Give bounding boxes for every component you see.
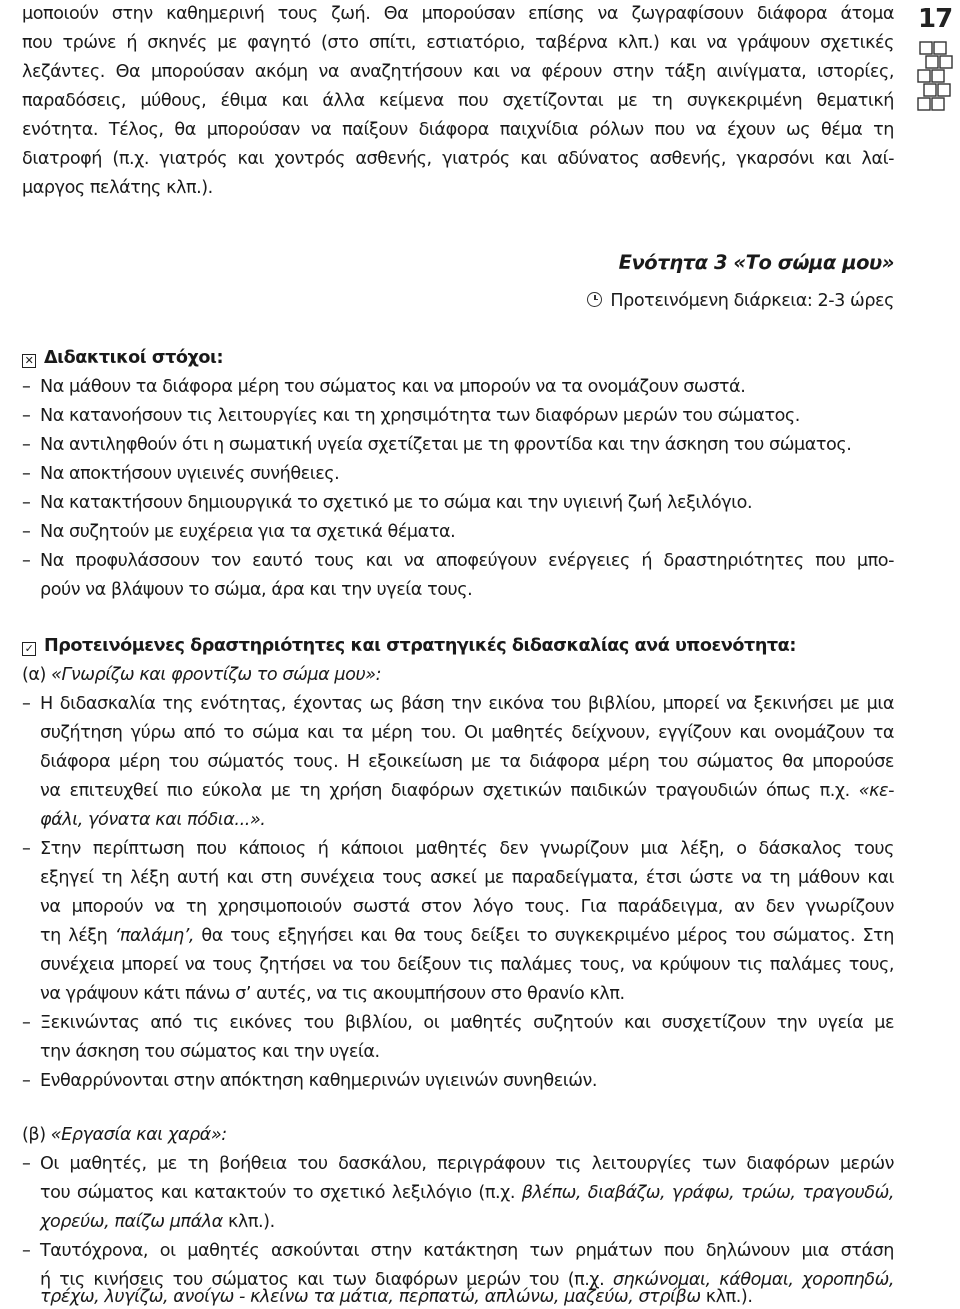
a-line: διάφορα μέρη του σώματός τους. Η εξοικείωση με τα διάφορα μέρη του σώματος θα μπορούσε [40,752,894,772]
objective-text: Να κατακτήσουν δημιουργικά το σχετικό με το σώμα και την υγιεινή ζωή λεξιλόγιο. [40,493,753,513]
a-line: συνέχεια μπορεί να τους ζητήσει να του δείξουν τις παλάμες τους, να κρύψουν τις παλάμες τους, [40,955,894,975]
duration-row [22,287,894,316]
b-text: Ταυτόχρονα, οι μαθητές ασκούνται στην κατάκτηση των ρημάτων που δηλώνουν μια στάση [40,1241,894,1261]
objective-item-cont: ρούν να βλάψουν το σώμα, άρα και την υγεία τους. [40,580,473,600]
b-text-italic: τρέχω, λυγίζω, ανοίγω - κλείνω τα μάτια, περπατώ, απλώνω, μαζεύω, στρίβω [40,1287,701,1307]
dash-bullet: – [22,522,31,542]
page-number: 17 [918,4,953,34]
objective-text: Να αντιληφθούν ότι η σωματική υγεία σχετίζεται με τη φροντίδα και την άσκηση του σώματος. [40,435,852,455]
a-line: φάλι, γόνατα και πόδια...». [40,810,266,830]
dash-bullet: – [22,1154,31,1174]
b-text: ή τις κινήσεις του σώματος και των διαφόρων μερών του (π.χ. [40,1270,613,1290]
dash-bullet: – [22,464,31,484]
activities-heading-row [22,632,894,661]
dash-bullet: – [22,839,31,859]
a-line [22,922,894,951]
subsection-a-title [22,661,894,690]
dash-bullet: – [22,377,31,397]
a-line: εξηγεί τη λέξη αυτή και στη συνέχεια τους ασκεί με παραδείγματα, έτσι ώστε να τη μάθουν και [40,868,894,888]
b-text-italic: σηκώνομαι, κάθομαι, χοροπηδώ, [612,1270,894,1290]
dash-bullet: – [22,694,31,714]
clock-icon [587,292,602,307]
x-box-icon: ✕ [22,354,36,368]
sub-a-title: «Γνωρίζω και φροντίζω το σώμα μου»: [51,665,382,685]
a-line: να γράψουν κάτι πάνω σ’ αυτές, να τις ακουμπήσουν στο θρανίο κλπ. [40,984,625,1004]
a-item [22,835,894,864]
check-box-icon: ✓ [22,642,36,656]
intro-line: ενότητα. Τέλος, θα μπορούσαν να παίξουν διάφορα παιχνίδια ρόλων που να έχουν ως θέμα τη [22,120,894,140]
objective-text: Να κατανοήσουν τις λειτουργίες και τη χρησιμότητα των διαφόρων μερών του σώματος. [40,406,800,426]
b-text: κλπ.). [222,1212,275,1232]
objective-item [22,518,894,547]
a-text-italic: «κε- [858,781,894,801]
b-text-italic: χορεύω, παίζω μπάλα [40,1212,223,1232]
intro-line: παραδόσεις, μύθους, έθιμα και άλλα κείμενα που σχετίζονται με τη συγκεκριμένη θεματική [22,91,894,111]
section-title: Ενότητα 3 «Το σώμα μου» [618,251,894,274]
objective-item [22,431,894,460]
dash-bullet: – [22,1241,31,1261]
objective-text: Να προφυλάσσουν τον εαυτό τους και να αποφεύγουν ενέργειες ή δραστηριότητες που μπο- [40,551,894,571]
a-item [22,1067,894,1096]
a-text: Στην περίπτωση που κάποιος ή κάποιοι μαθητές δεν γνωρίζουν μια λέξη, ο δάσκαλος τους [40,839,894,859]
a-text: θα τους εξηγήσει και θα τους δείξει το συγκεκριμένο μέρος του σώματος. Στη [194,926,894,946]
intro-line: διατροφή (π.χ. γιατρός και χοντρός ασθενής, γιατρός και αδύνατος ασθενής, γκαρσόνι και λαί- [22,149,894,169]
objectives-heading-row [22,344,894,373]
b-item [22,1237,894,1266]
b-text: Οι μαθητές, με τη βοήθεια του δασκάλου, περιγράφουν τις λειτουργίες των διαφόρων μερών [40,1154,894,1174]
b-line [22,1208,894,1237]
b-text: κλπ.). [700,1287,753,1307]
b-text: του σώματος και κατακτούν το σχετικό λεξιλόγιο (π.χ. [40,1183,522,1203]
activities-heading: Προτεινόμενες δραστηριότητες και στρατηγικές διδασκαλίας ανά υποενότητα: [44,636,796,656]
a-text: τη λέξη [40,926,115,946]
intro-line: μαργος πελάτης κλπ.). [22,178,213,198]
a-item [22,1009,894,1038]
a-text: Ξεκινώντας από τις εικόνες του βιβλίου, οι μαθητές συζητούν και συσχετίζουν την υγεία με [40,1013,894,1033]
dash-bullet: – [22,1071,31,1091]
objectives-heading: Διδακτικοί στόχοι: [44,348,224,368]
a-text-italic: ‘παλάμη’, [114,926,195,946]
a-item [22,690,894,719]
intro-line: που τρώνε ή σκηνές με φαγητό (στο σπίτι, εστιατόριο, ταβέρνα κλπ.) και να γράψουν σχετικές [22,33,894,53]
subsection-b-title [22,1121,894,1150]
objective-text: Να συζητούν με ευχέρεια για τα σχετικά θέματα. [40,522,456,542]
b-line [22,1179,894,1208]
objective-item [22,373,894,402]
decorative-squares-icon [916,40,956,112]
a-text: Ενθαρρύνονται στην απόκτηση καθημερινών υγιεινών συνηθειών. [40,1071,598,1091]
duration-text: Προτεινόμενη διάρκεια: 2-3 ώρες [610,291,894,311]
objective-text: Να αποκτήσουν υγιεινές συνήθειες. [40,464,340,484]
dash-bullet: – [22,493,31,513]
dash-bullet: – [22,435,31,455]
intro-line: μοποιούν στην καθημερινή τους ζωή. Θα μπορούσαν επίσης να ζωγραφίσουν διάφορα άτομα [22,4,894,24]
a-line [22,777,894,806]
a-text: Η διδασκαλία της ενότητας, έχοντας ως βάση την εικόνα του βιβλίου, μπορεί να ξεκινήσει με μια [40,694,894,714]
sub-b-title: «Εργασία και χαρά»: [50,1125,227,1145]
objective-text: Να μάθουν τα διάφορα μέρη του σώματος και να μπορούν να τα ονομάζουν σωστά. [40,377,746,397]
a-line: να μπορούν να τη χρησιμοποιούν σωστά στον λόγο τους. Για παράδειγμα, αν δεν γνωρίζουν [40,897,894,917]
objective-item [22,489,894,518]
dash-bullet: – [22,1013,31,1033]
a-line: συζήτηση γύρω από το σώμα και τα μέρη του. Οι μαθητές δείχνουν, εγγίζουν και ονομάζουν τα [40,723,894,743]
b-line [40,1286,753,1308]
b-item [22,1150,894,1179]
objective-item [22,402,894,431]
sub-b-label: (β) [22,1125,51,1145]
a-line: την άσκηση του σώματος και την υγεία. [40,1042,380,1062]
sub-a-label: (α) [22,665,52,685]
b-text-italic: βλέπω, διαβάζω, γράφω, τρώω, τραγουδώ, [521,1183,895,1203]
a-text: να επιτευχθεί πιο εύκολα με τη χρήση διαφόρων σχετικών παιδικών τραγουδιών όπως π.χ. [40,781,859,801]
dash-bullet: – [22,406,31,426]
objective-item [22,460,894,489]
dash-bullet: – [22,551,31,571]
objective-item [22,547,894,576]
intro-line: λεζάντες. Θα μπορούσαν ακόμη να αναζητήσουν και να φέρουν στην τάξη αινίγματα, ιστορίες, [22,62,894,82]
